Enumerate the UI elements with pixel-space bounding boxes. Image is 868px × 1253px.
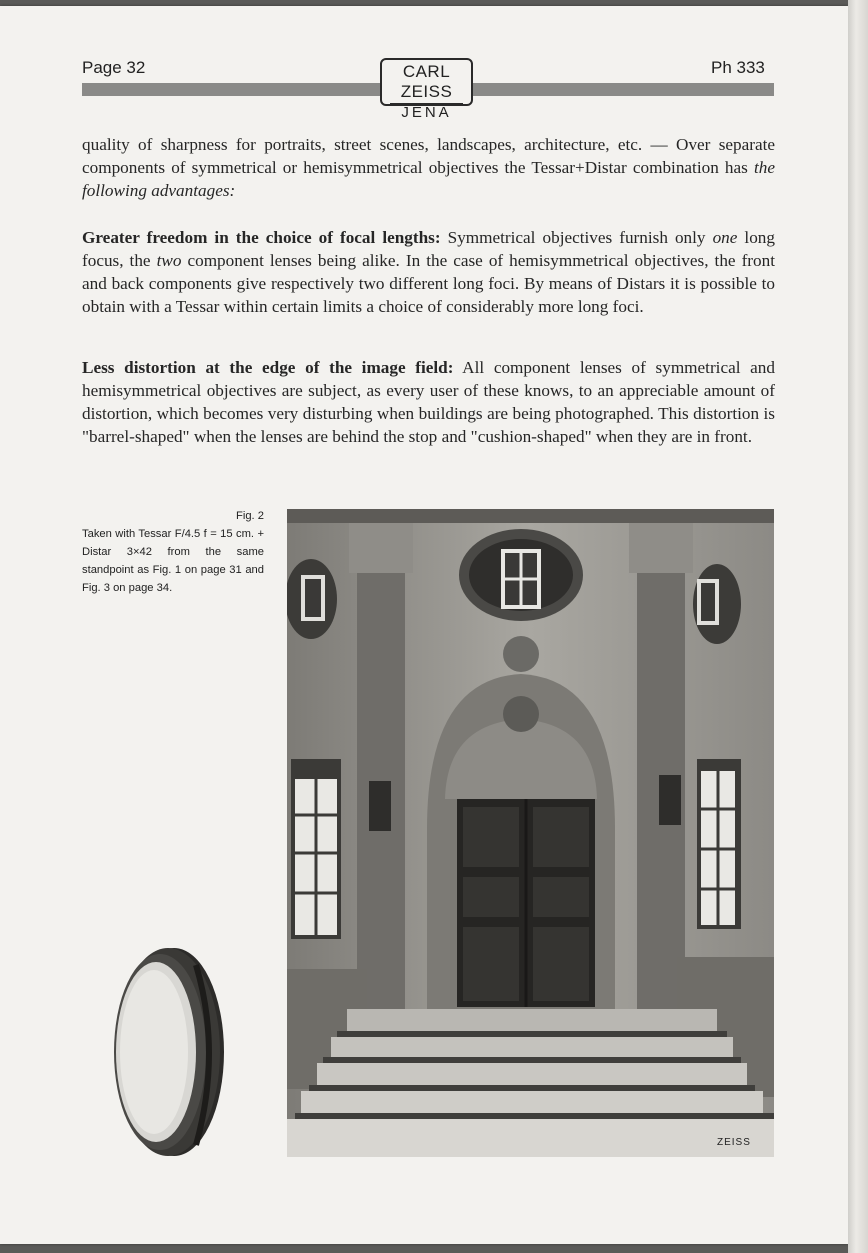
- focal-emph-one: one: [712, 228, 738, 247]
- distar-lens-illustration: [96, 945, 228, 1160]
- intro-emphasis: the following advantages:: [82, 158, 775, 200]
- focal-text-a: Symmetrical objectives furnish only: [440, 228, 713, 247]
- photo-watermark: ZEISS: [717, 1137, 751, 1148]
- paragraph-distortion: [82, 356, 775, 448]
- logo-bottom-text: JENA: [390, 103, 463, 122]
- header-rule-left: [82, 83, 380, 96]
- carl-zeiss-logo: [380, 58, 473, 121]
- building-photograph: [287, 509, 774, 1157]
- figure-label: Fig. 2: [236, 510, 264, 522]
- figure-caption-text: Taken with Tessar F/4.5 f = 15 cm. + Distar 3×42 from the same standpoint as Fig. 1 on page 31 and Fig. 3 on page 34.: [82, 528, 264, 594]
- intro-text: quality of sharpness for portraits, street scenes, landscapes, architecture, etc. — Over separate components of symmetrical or hemisymmetrical objectives the Tessar+Distar combination has: [82, 135, 775, 177]
- focal-text-c: component lenses being alike. In the case of hemisymmetrical objectives, the front and back components give respectively two different long foci. By means of Distars it is possible to obtain with a Tessar within certain limits a choice of considerably more long foci.: [82, 251, 775, 316]
- building-photo-illustration: [287, 509, 774, 1157]
- focal-lengths-heading: Greater freedom in the choice of focal lengths:: [82, 228, 441, 247]
- page-number: Page 32: [82, 58, 146, 77]
- paragraph-focal-lengths: [82, 226, 775, 318]
- paragraph-intro: [82, 133, 775, 202]
- figure-caption: [82, 507, 264, 597]
- header-rule-right: [473, 83, 774, 96]
- focal-text-b: long focus, the: [82, 228, 775, 270]
- page-spine: [848, 0, 868, 1253]
- distortion-text: All component lenses of symmetrical and hemisymmetrical objectives are subject, as every user of these knows, to an appreciable amount of distortion, which becomes very disturbing when buildings are being photographed. This distortion is "barrel-shaped" when the lenses are behind the stop and "cushion-shaped" when they are in front.: [82, 358, 775, 446]
- distortion-heading: Less distortion at the edge of the image field:: [82, 358, 454, 377]
- document-code: Ph 333: [711, 58, 765, 77]
- logo-top-text: CARL ZEISS: [400, 62, 453, 101]
- focal-emph-two: two: [156, 251, 182, 270]
